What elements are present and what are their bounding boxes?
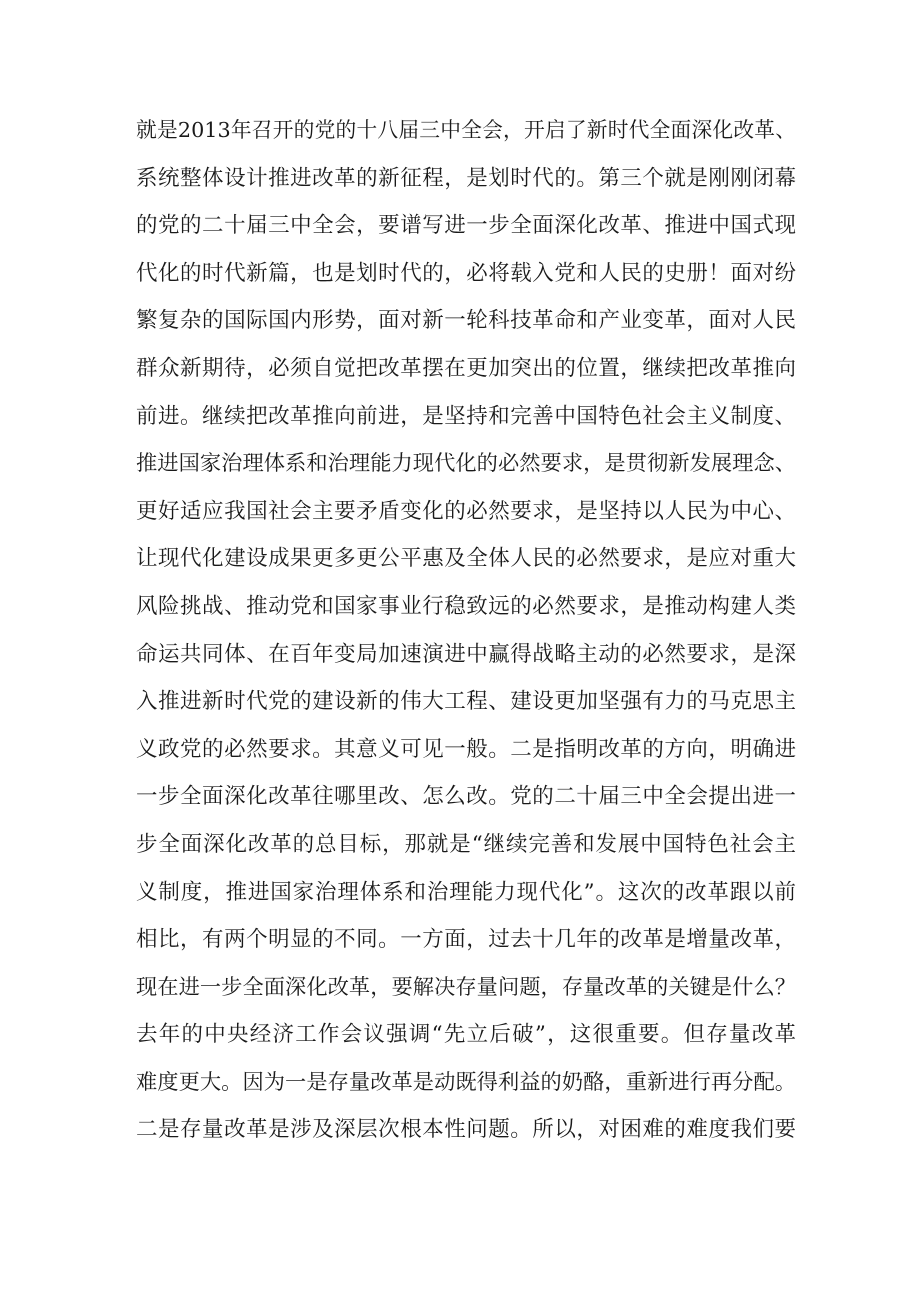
text-line: 难度更大。因为一是存量改革是动既得利益的奶酪，重新进行再分配。 xyxy=(136,1069,796,1095)
text-line: 风险挑战、推动党和国家事业行稳致远的必然要求，是推动构建人类 xyxy=(136,593,796,619)
body-text xyxy=(136,107,796,1154)
text-line: 就是2013年召开的党的十八届三中全会，开启了新时代全面深化改革、 xyxy=(136,118,796,142)
text-line: 命运共同体、在百年变局加速演进中赢得战略主动的必然要求，是深 xyxy=(136,641,796,667)
text-line: 义制度，推进国家治理体系和治理能力现代化”。这次的改革跟以前 xyxy=(136,879,796,905)
text-line: 二是存量改革是涉及深层次根本性问题。所以，对困难的难度我们要 xyxy=(136,1117,796,1143)
text-line: 群众新期待，必须自觉把改革摆在更加突出的位置，继续把改革推向 xyxy=(136,355,796,381)
text-line: 的党的二十届三中全会，要谱写进一步全面深化改革、推进中国式现 xyxy=(136,213,796,239)
text-line: 更好适应我国社会主要矛盾变化的必然要求，是坚持以人民为中心、 xyxy=(136,498,796,524)
text-line: 相比，有两个明显的不同。一方面，过去十几年的改革是增量改革， xyxy=(136,927,796,953)
text-line: 步全面深化改革的总目标，那就是“继续完善和发展中国特色社会主 xyxy=(136,831,796,857)
text-line: 繁复杂的国际国内形势，面对新一轮科技革命和产业变革，面对人民 xyxy=(136,308,796,334)
text-line: 让现代化建设成果更多更公平惠及全体人民的必然要求，是应对重大 xyxy=(136,546,796,572)
text-line: 系统整体设计推进改革的新征程，是划时代的。第三个就是刚刚闭幕 xyxy=(136,165,796,191)
text-line: 入推进新时代党的建设新的伟大工程、建设更加坚强有力的马克思主 xyxy=(136,689,796,715)
text-line: 一步全面深化改革往哪里改、怎么改。党的二十届三中全会提出进一 xyxy=(136,784,796,810)
text-line: 去年的中央经济工作会议强调“先立后破”，这很重要。但存量改革 xyxy=(136,1022,796,1048)
text-line: 推进国家治理体系和治理能力现代化的必然要求，是贯彻新发展理念、 xyxy=(136,451,796,477)
text-line: 代化的时代新篇，也是划时代的，必将载入党和人民的史册！面对纷 xyxy=(136,260,796,286)
text-line: 现在进一步全面深化改革，要解决存量问题，存量改革的关键是什么？ xyxy=(136,974,796,1000)
text-line: 前进。继续把改革推向前进，是坚持和完善中国特色社会主义制度、 xyxy=(136,403,796,429)
text-line: 义政党的必然要求。其意义可见一般。二是指明改革的方向，明确进 xyxy=(136,736,796,762)
